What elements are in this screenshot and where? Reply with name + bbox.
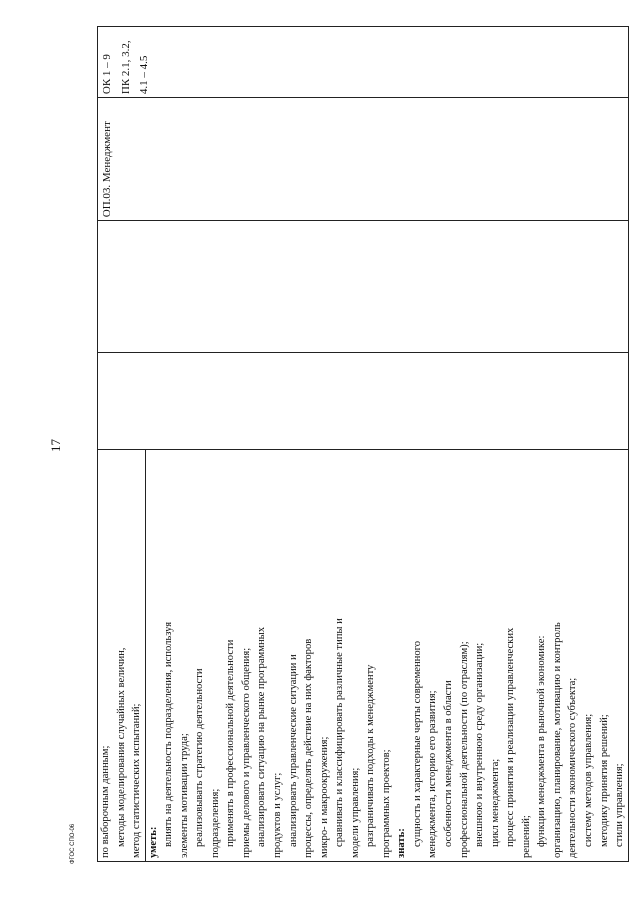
- text-line: функции менеджмента в рыночной экономике:: [536, 635, 548, 847]
- max-hours-cell: [98, 221, 629, 353]
- discipline-name: ОП.03. Менеджмент: [101, 121, 113, 218]
- text-line: метод статистических испытаний;: [131, 703, 143, 858]
- footer-mark: ФГОС СПО-06: [70, 823, 76, 864]
- text-line: анализировать управленческие ситуации и: [287, 654, 299, 847]
- text-line: реализовывать стратегию деятельности: [194, 668, 206, 847]
- text-line: процессы, определять действие на них факторов: [303, 638, 315, 858]
- text-line: приемы делового и управленческого общения;: [240, 647, 252, 858]
- text-line: продуктов и услуг;: [272, 772, 284, 858]
- text-line: модели управления;: [349, 767, 361, 858]
- text-line: сравнивать и классифицировать различные типы и: [334, 618, 346, 847]
- skills-heading: уметь:: [147, 826, 159, 858]
- text-line: анализировать ситуацию на рынке программных: [256, 626, 268, 847]
- text-line: методы моделирования случайных величин,: [115, 647, 127, 847]
- standard-table: [97, 26, 629, 862]
- competency-code: ПК 2.1, 3.2,: [119, 40, 132, 95]
- text-line: влиять на деятельность подразделения, используя: [163, 621, 175, 847]
- text-line: по выборочным данным;: [100, 745, 111, 858]
- text-line: процесс принятия и реализации управленческих: [505, 627, 517, 847]
- competency-code: 4.1 – 4.5: [138, 55, 150, 95]
- text-line: внешнюю и внутреннюю среду организации;: [474, 642, 486, 847]
- text-line: элементы мотивации труда;: [178, 733, 190, 858]
- text-line: стили управления;: [614, 763, 626, 847]
- requirements-cell: [98, 449, 629, 861]
- text-line: особенности менеджмента в области: [443, 680, 455, 847]
- text-line: решений;: [520, 815, 532, 858]
- text-line: применять в профессиональной деятельности: [225, 639, 237, 847]
- text-line: деятельности экономического субъекта;: [567, 677, 579, 858]
- text-line: профессиональной деятельности (по отраслям);: [458, 641, 470, 858]
- text-line: цикл менеджмента;: [489, 758, 501, 847]
- discipline-cell: [98, 98, 629, 221]
- text-line: систему методов управления;: [582, 713, 594, 847]
- text-line: организацию, планирование, мотивацию и контроль: [551, 622, 563, 858]
- text-line: подразделения;: [209, 788, 221, 858]
- page-number: 17: [48, 439, 63, 452]
- text-line: сущность и характерные черты современного: [411, 640, 423, 847]
- text-line: методику принятия решений;: [598, 714, 610, 847]
- prev-row-text: [98, 450, 145, 861]
- text-line: программных проектов;: [380, 749, 392, 858]
- skills-block: [145, 450, 628, 861]
- competency-code: ОК 1 – 9: [101, 54, 113, 95]
- hours-cell: [98, 353, 629, 449]
- knowledge-heading: знать:: [396, 828, 408, 858]
- competencies-cell: [98, 27, 629, 98]
- rotated-table-container: [97, 26, 626, 862]
- text-line: микро- и макроокружения;: [318, 736, 330, 858]
- text-line: разграничивать подходы к менеджменту: [365, 664, 377, 847]
- text-line: менеджмента, историю его развития;: [427, 690, 439, 858]
